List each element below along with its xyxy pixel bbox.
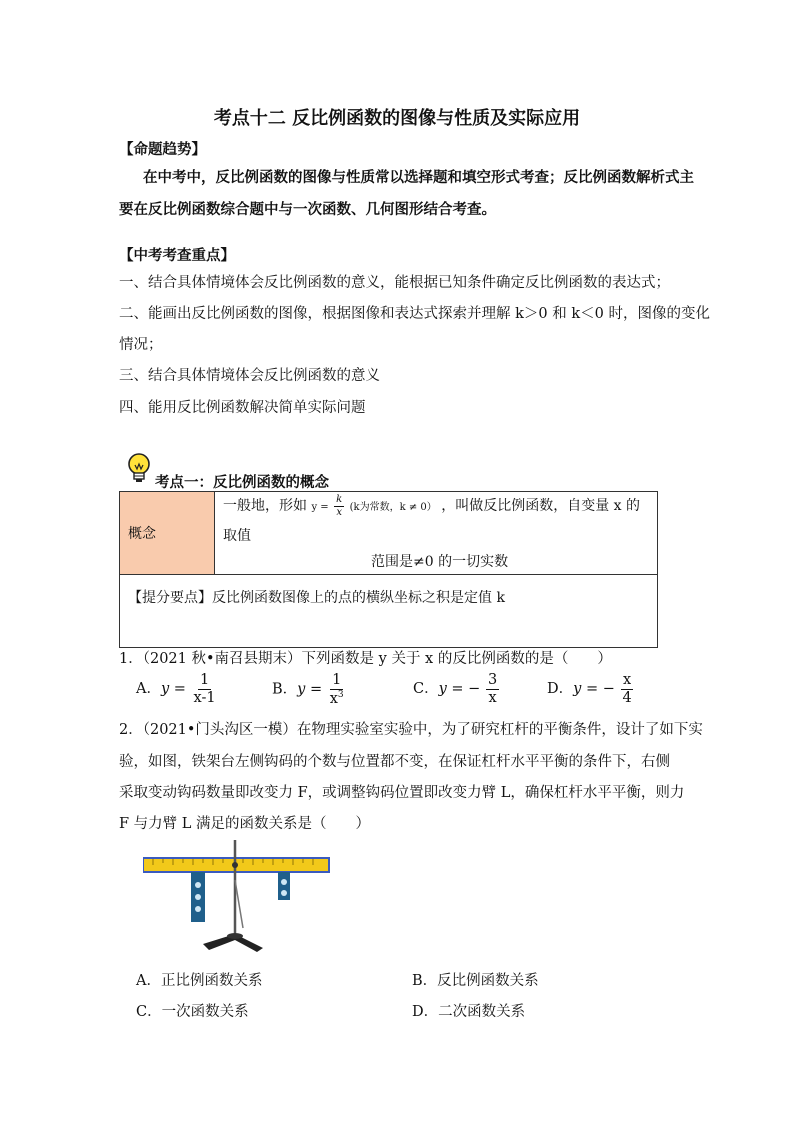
q1-c-num: 3 — [487, 672, 498, 688]
q1-d-sign: − — [602, 681, 615, 697]
q1-d-lhs: y = — [573, 681, 603, 697]
focus-item-2-cont: 情况； — [119, 337, 163, 353]
def-k: k — [336, 493, 343, 505]
trend-line-1: 在中考中，反比例函数的图像与性质常以选择题和填空形式考查；反比例函数解析式主 — [143, 169, 694, 186]
q1-d-fraction — [620, 673, 633, 705]
q1-stem: 1．（2021 秋•南召县期末）下列函数是 y 关于 x 的反比例函数的是（ ） — [119, 651, 612, 667]
q1-d-label: D． — [547, 681, 574, 697]
q1-c-lhs: y = — [438, 681, 469, 697]
q1-b-fraction — [328, 673, 346, 706]
focus-heading: 【中考考查重点】 — [119, 247, 235, 264]
q1-c-den: x — [488, 689, 497, 706]
q1-a-den: x-1 — [193, 689, 216, 706]
concept-table — [119, 491, 658, 648]
q2-option-d: D．二次函数关系 — [412, 1004, 526, 1020]
def-x: x — [336, 506, 342, 518]
q1-c-sign: − — [468, 681, 481, 697]
q2-line-4: F 与力臂 L 满足的函数关系是（ ） — [119, 816, 371, 832]
q1-b-den: x — [329, 690, 338, 707]
q1-option-d — [547, 673, 635, 705]
q2-line-2: 验，如图，铁架台左侧钩码的个数与位置都不变，在保证杠杆水平平衡的条件下，右侧 — [119, 754, 670, 770]
tip-text: 【提分要点】反比例函数图像上的点的横纵坐标之积是定值 k — [128, 590, 505, 606]
q1-a-fraction — [192, 673, 218, 705]
q1-option-a — [136, 673, 219, 705]
q2-line-3: 采取变动钩码数量即改变力 F，或调整钩码位置即改变力臂 L，确保杠杆水平平衡，则力 — [119, 785, 685, 801]
tip-cell — [120, 575, 658, 648]
q1-d-den: 4 — [622, 689, 632, 706]
lever-experiment-figure — [143, 840, 331, 952]
lightbulb-icon — [126, 452, 152, 486]
q2-line-1: 2．（2021•门头沟区一模）在物理实验室实验中，为了研究杠杆的平衡条件，设计了如下实 — [119, 722, 703, 738]
q1-a-lhs: y = — [160, 681, 186, 697]
focus-item-3: 三、结合具体情境体会反比例函数的意义 — [119, 368, 380, 384]
q1-d-num: x — [622, 672, 632, 688]
q2-option-b: B．反比例函数关系 — [412, 973, 539, 989]
q1-b-label: B． — [272, 681, 298, 698]
def-prefix: 一般地，形如 — [223, 498, 307, 514]
q1-c-fraction — [486, 673, 499, 705]
def-suffix: ，叫做反比例函数，自变量 x 的取值 — [223, 498, 641, 544]
q1-b-exp: 3 — [337, 689, 344, 700]
trend-line-2: 要在反比例函数综合题中与一次函数、几何图形结合考查。 — [119, 201, 496, 218]
q2-option-c: C．一次函数关系 — [136, 1004, 249, 1020]
trend-heading: 【命题趋势】 — [119, 141, 206, 158]
q1-a-label: A． — [136, 681, 161, 697]
concept-definition-cell — [215, 492, 658, 575]
q1-a-num: 1 — [199, 672, 210, 688]
page-title: 考点十二 反比例函数的图像与性质及实际应用 — [213, 108, 581, 129]
q1-b-num: 1 — [332, 672, 342, 688]
def-condition: (k为常数，k ≠ 0） — [349, 502, 437, 513]
focus-item-1: 一、结合具体情境体会反比例函数的意义，能根据已知条件确定反比例函数的表达式； — [119, 275, 670, 291]
focus-item-2: 二、能画出反比例函数的图像，根据图像和表达式探索并理解 k＞0 和 k＜0 时，图像的变化 — [119, 306, 710, 322]
concept-label: 概念 — [128, 526, 156, 542]
q2-option-a: A．正比例函数关系 — [136, 973, 263, 989]
q1-b-lhs: y = — [297, 681, 323, 698]
concept-label-cell — [120, 492, 215, 575]
q1-option-c — [413, 673, 500, 705]
def-line-2: 范围是≠0 的一切实数 — [371, 554, 509, 570]
def-fraction — [334, 495, 344, 518]
focus-item-4: 四、能用反比例函数解决简单实际问题 — [119, 400, 366, 416]
point1-title: 考点一：反比例函数的概念 — [155, 474, 329, 491]
def-y: y = — [311, 502, 329, 513]
q1-c-label: C． — [413, 681, 439, 697]
q1-option-b — [272, 673, 347, 706]
